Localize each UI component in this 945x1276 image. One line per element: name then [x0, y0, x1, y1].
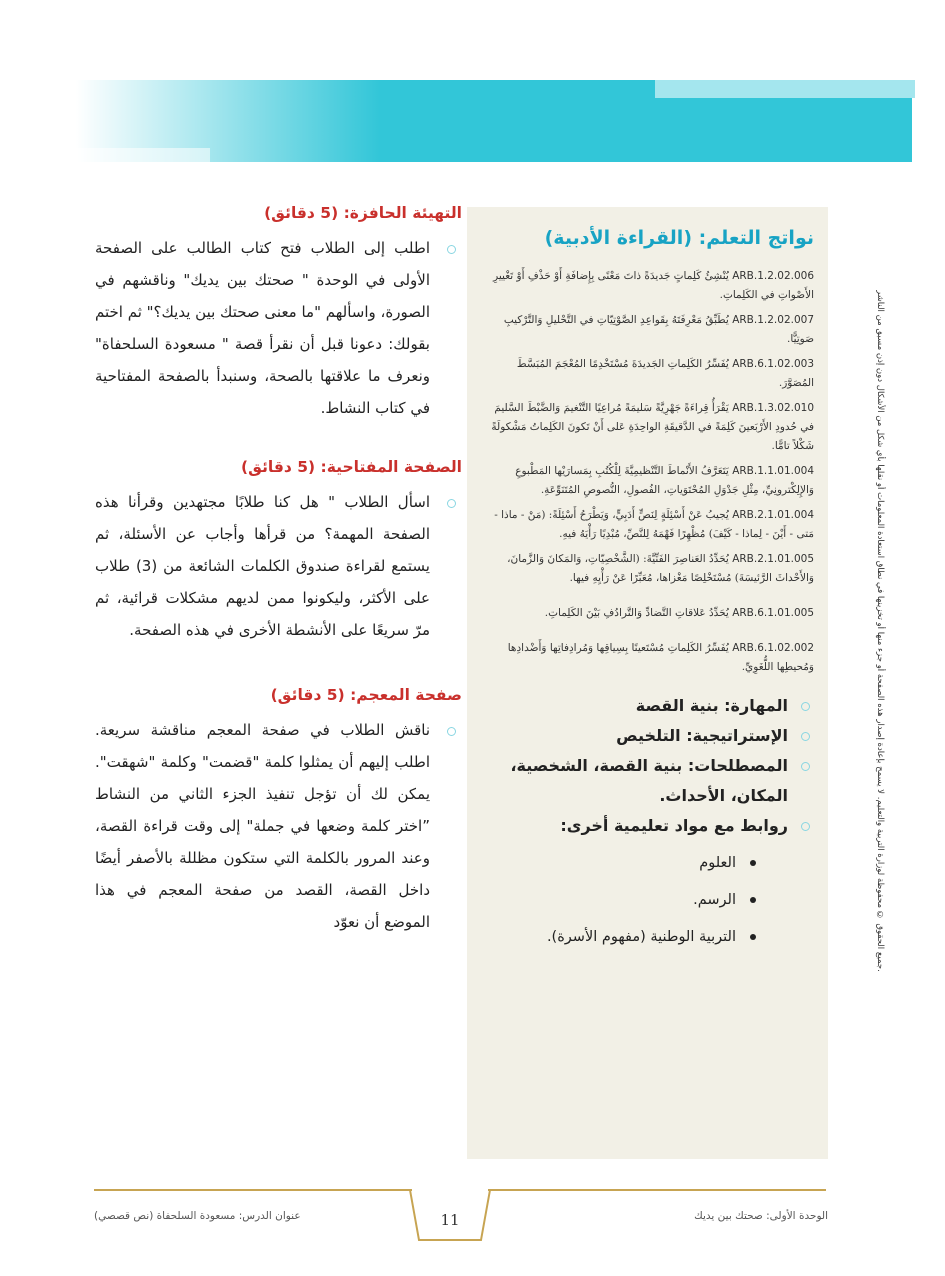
bullet-icon — [750, 934, 756, 940]
section-text: اسأل الطلاب " هل كنا طلابًا مجتهدين وقرأنا هذه الصفحة المهمة؟ من قرأها وأجاب عن الأسئلة، ثم يستمع لقراءة صندوق الكلمات الشائعة من (3) طلاب على الأكثر، وليكونوا ممن لديهم مشكلات قرائية، ثم مرّ سريعًا على الأنشطة الأخرى في هذه الصفحة. — [95, 486, 462, 646]
section-text: ناقش الطلاب في صفحة المعجم مناقشة سريعة. اطلب إليهم أن يمثلوا كلمة "قضمت" وكلمة "شهقت". يمكن لك أن تؤجل تنفيذ الجزء الثاني من النشاط ”اختر كلمة وضعها في جملة" إلى وقت قراءة القصة، وعند المرور بالكلمة التي ستكون مظللة بالأصفر أيضًا داخل القصة، القصد من صفحة المعجم في هذا الموضع أن نعوّد — [95, 714, 462, 938]
header-banner-stripe — [0, 148, 210, 162]
section-title: صفحة المعجم: (5 دقائق) — [270, 686, 462, 704]
copyright-note: جميع الحقوق © محفوظة لوزارة التربية والتعليم. لا يسمح بإعادة إصدار هذه الصفحة أو جزء منها أو تخزينها في نطاق استعادة المعلومات أو نقلها بأي شكل من الأشكال دون إذن مسبق من الناشر. — [875, 290, 885, 972]
links-item: روابط مع مواد تعليمية أخرى: العلوم الرسم. التربية الوطنية (مفهوم الأسرة). — [479, 811, 814, 956]
footer-rule-left — [94, 1189, 412, 1191]
link-subject: الرسم. — [479, 882, 756, 919]
section-warmup — [95, 204, 462, 424]
section-text: اطلب إلى الطلاب فتح كتاب الطالب على الصفحة الأولى في الوحدة " صحتك بين يديك" وناقشهم في الصورة، واسألهم "ما معنى صحتك بين يديك؟" ثم اختم بقولك: دعونا قبل أن نقرأ قصة " مسعودة السلحفاة" ونعرف ما علاقتها بالصحة، وسنبدأ بالصفحة المفتاحية في كتاب النشاط. — [95, 232, 462, 424]
circle-bullet-icon — [801, 822, 810, 831]
footer-unit-title: الوحدة الأولى: صحتك بين يديك — [694, 1210, 828, 1222]
outcome-item: ARB.2.1.01.005 يُحَدِّدُ العَناصِرَ الفَنِّيَّةَ: (الشَّخْصِيّاتِ، وَالمَكانَ وَالزَّمانَ، وَالأَحْداثَ الرَّئيسَةَ) مُسْتَخْلِصًا مَغْزاها، مُعَبِّرًا عَنْ رَأْيِهِ فيها. — [507, 553, 814, 584]
outcome-item: ARB.6.1.02.002 يُفَسِّرُ الكَلِماتِ مُسْتَعينًا بِسِياقِها وَمُرادِفاتِها وَأَضْدادِها وَمُحيطِها اللُّغَوِيِّ. — [507, 642, 814, 673]
links-sublist — [479, 845, 788, 956]
outcome-item: ARB.1.3.02.010 يَقْرَأُ قِراءَةً جَهْرِيَّةً سَليمَةً مُراعِيًا التَّنْغيمَ وَالضَّبْطَ السَّليمَ في حُدودِ الأَرْبَعينَ كَلِمَةً في الدَّقيقَةِ الواحِدَةِ عَلى أَنْ تَكونَ الكَلِماتُ مَشْكولَةً شَكْلاً تامًّا. — [491, 402, 814, 452]
skill-item: المهارة: بنية القصة — [479, 691, 814, 721]
lesson-procedure-column — [95, 204, 462, 938]
outcome-item: ARB.6.1.01.005 يُحَدِّدُ عَلاقاتِ التَّضادِّ وَالتَّرادُفِ بَيْنَ الكَلِماتِ. — [544, 607, 814, 619]
circle-bullet-icon — [801, 702, 810, 711]
section-dictionary — [95, 686, 462, 938]
link-subject: التربية الوطنية (مفهوم الأسرة). — [479, 919, 756, 956]
outcome-item: ARB.1.1.01.004 يَتَعَرَّفُ الأَنْماطَ التَّنْظيمِيَّةَ لِلْكُتُبِ بِمَسارَيْها المَطْبوعِ وَالإِلِكْترونِيِّ، مِثْلِ جَدْوَلِ المُحْتَوَياتِ، الفُصولِ، النُّصوصِ المُتَنَوِّعَةِ. — [515, 465, 814, 496]
section-key-page — [95, 458, 462, 646]
circle-bullet-icon — [447, 245, 456, 254]
lesson-info-list — [479, 691, 814, 956]
footer-lesson-title: عنوان الدرس: مسعودة السلحفاة (نص قصصي) — [94, 1210, 301, 1222]
footer-rule-right — [488, 1189, 826, 1191]
section-title: التهيئة الحافزة: (5 دقائق) — [264, 204, 462, 222]
bullet-icon — [750, 860, 756, 866]
outcome-item: ARB.6.1.02.003 يُفَسِّرُ الكَلِماتِ الجَديدَةَ مُسْتَخْدِمًا المُعْجَمَ المُبَسَّطَ المُصَوَّرَ. — [516, 358, 814, 389]
learning-outcomes-box — [467, 207, 828, 1159]
terms-item: المصطلحات: بنية القصة، الشخصية، المكان، الأحداث. — [479, 751, 814, 811]
circle-bullet-icon — [801, 732, 810, 741]
circle-bullet-icon — [447, 727, 456, 736]
outcome-item: ARB.1.2.02.006 يُنْشِئُ كَلِماتٍ جَديدَةً ذاتَ مَعْنًى بِإِضافَةِ أَوْ حَذْفِ أَوْ تَغْييرِ الأَصْواتِ في الكَلِماتِ. — [493, 270, 814, 301]
outcome-item: ARB.2.1.01.004 يُجيبُ عَنْ أَسْئِلَةٍ لِنَصٍّ أَدَبِيٍّ، وَيَطْرَحُ أَسْئِلَةً: (مَنْ - ماذا - مَتى - أَيْنَ - لِماذا - كَيْفَ) مُظْهِرًا فَهْمَهُ لِلنَّصِّ، مُبْدِيًا رَأْيَهُ فيهِ. — [494, 509, 814, 540]
header-banner-tab — [655, 80, 915, 98]
outcome-item: ARB.1.2.02.007 يُطَبِّقُ مَعْرِفَتَهُ بِقَواعِدِ الصَّوْتِيّاتِ في التَّحْليلِ وَالتَّرْكيبِ صَوتِيًّا. — [503, 314, 814, 345]
strategy-item: الإستراتيجية: التلخيص — [479, 721, 814, 751]
section-title: الصفحة المفتاحية: (5 دقائق) — [241, 458, 462, 476]
circle-bullet-icon — [447, 499, 456, 508]
bullet-icon — [750, 897, 756, 903]
outcomes-title: نواتج التعلم: (القراءة الأدبية) — [544, 227, 814, 249]
page-number: 11 — [440, 1211, 460, 1229]
circle-bullet-icon — [801, 762, 810, 771]
link-subject: العلوم — [479, 845, 756, 882]
